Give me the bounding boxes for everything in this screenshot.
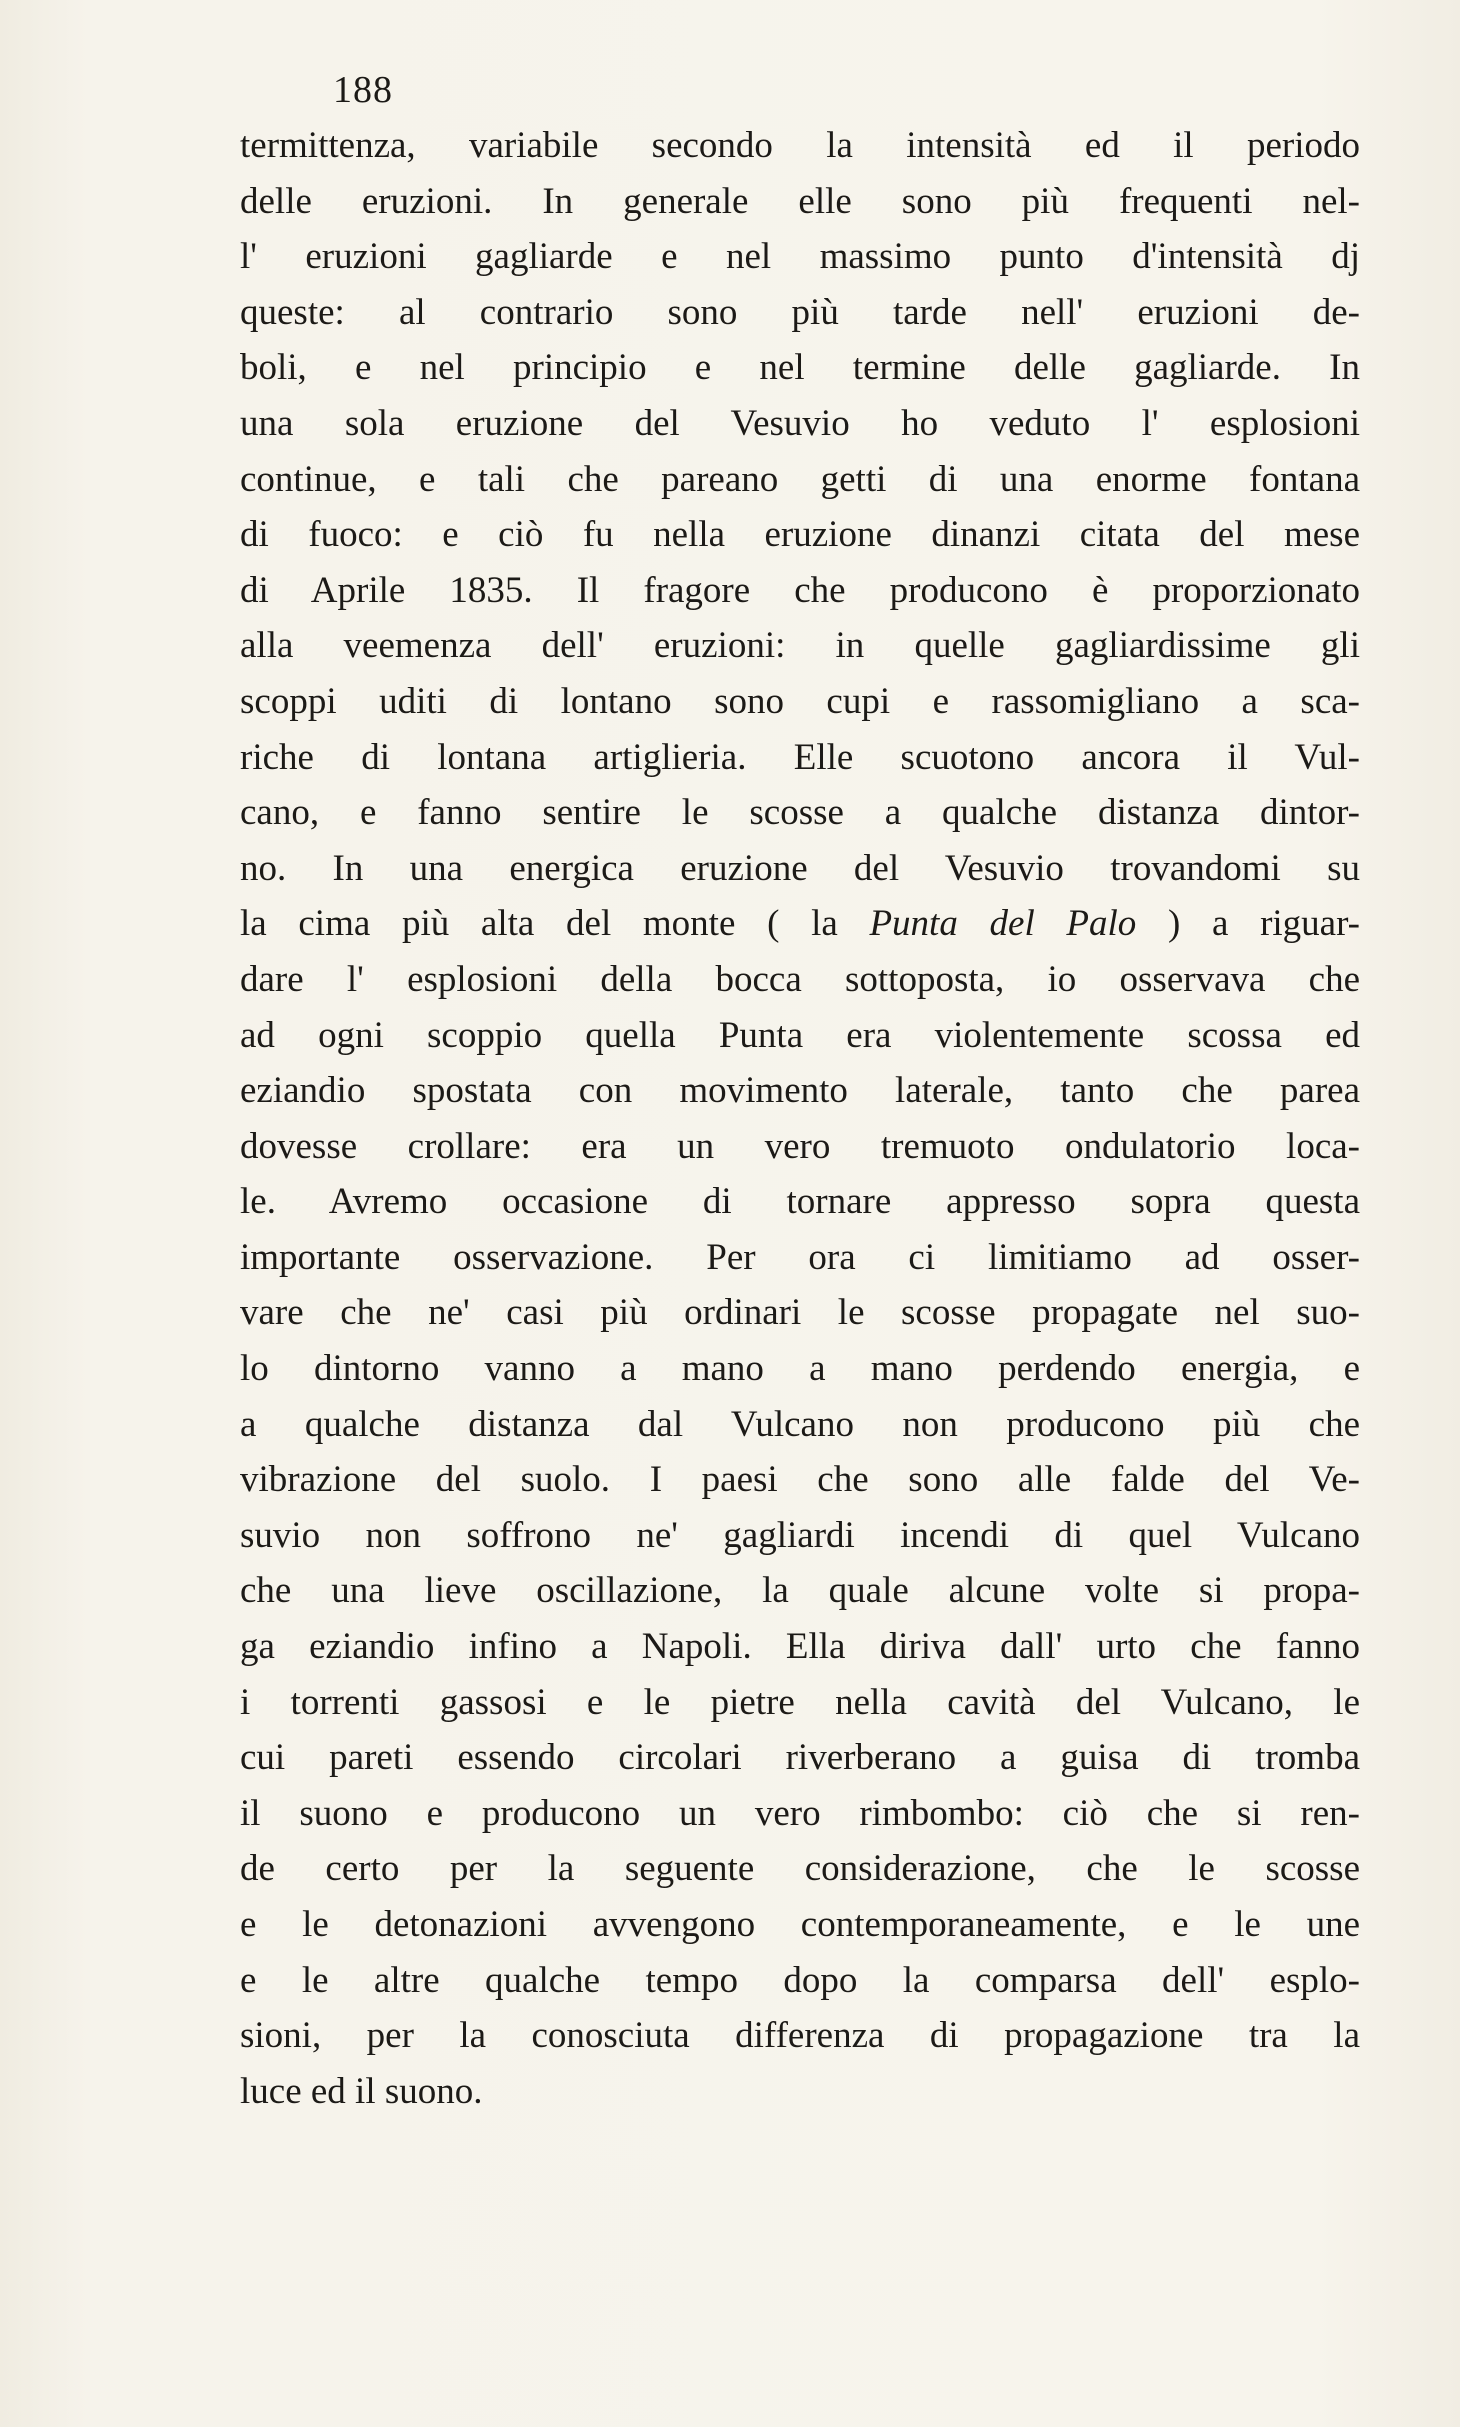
text-line: eziandio spostata con movimento laterale, tanto che parea bbox=[240, 1070, 1360, 1112]
text-line: e le altre qualche tempo dopo la comparsa dell' esplo- bbox=[240, 1959, 1360, 2001]
page-number: 188 bbox=[333, 69, 393, 111]
text-line: il suono e producono un vero rimbombo: ciò che si ren- bbox=[240, 1792, 1360, 1834]
text-line: a qualche distanza dal Vulcano non producono più che bbox=[240, 1403, 1360, 1445]
body-text bbox=[240, 118, 1360, 2119]
text-line: no. In una energica eruzione del Vesuvio trovandomi su bbox=[240, 847, 1360, 889]
text-line: scoppi uditi di lontano sono cupi e rassomigliano a sca- bbox=[240, 680, 1360, 722]
text-line: ad ogni scoppio quella Punta era violentemente scossa ed bbox=[240, 1014, 1360, 1056]
text-line: ga eziandio infino a Napoli. Ella diriva dall' urto che fanno bbox=[240, 1626, 1360, 1668]
text-line: luce ed il suono. bbox=[240, 2070, 483, 2112]
text-line: suvio non soffrono ne' gagliardi incendi di quel Vulcano bbox=[240, 1514, 1360, 1556]
text-line: dare l' esplosioni della bocca sottoposta, io osservava che bbox=[240, 958, 1360, 1000]
text-segment: ) a riguar- bbox=[1136, 903, 1360, 945]
text-line: delle eruzioni. In generale elle sono più frequenti nel- bbox=[240, 180, 1360, 222]
text-line: sioni, per la conosciuta differenza di propagazione tra la bbox=[240, 2015, 1360, 2057]
text-line: queste: al contrario sono più tarde nell' eruzioni de- bbox=[240, 291, 1360, 333]
text-line: de certo per la seguente considerazione, che le scosse bbox=[240, 1848, 1360, 1890]
text-line: di fuoco: e ciò fu nella eruzione dinanzi citata del mese bbox=[240, 514, 1360, 556]
text-line: boli, e nel principio e nel termine delle gagliarde. In bbox=[240, 347, 1360, 389]
text-line: che una lieve oscillazione, la quale alcune volte si propa- bbox=[240, 1570, 1360, 1612]
text-line: vare che ne' casi più ordinari le scosse propagate nel suo- bbox=[240, 1292, 1360, 1334]
text-line bbox=[240, 896, 1360, 952]
text-line: una sola eruzione del Vesuvio ho veduto l' esplosioni bbox=[240, 402, 1360, 444]
text-line: lo dintorno vanno a mano a mano perdendo energia, e bbox=[240, 1348, 1360, 1390]
text-line: e le detonazioni avvengono contemporaneamente, e le une bbox=[240, 1904, 1360, 1945]
text-line: l' eruzioni gagliarde e nel massimo punto d'intensità dj bbox=[240, 236, 1360, 278]
text-line: vibrazione del suolo. I paesi che sono alle falde del Ve- bbox=[240, 1459, 1360, 1501]
text-line: cano, e fanno sentire le scosse a qualche distanza dintor- bbox=[240, 792, 1360, 834]
text-line: dovesse crollare: era un vero tremuoto ondulatorio loca- bbox=[240, 1125, 1360, 1167]
text-line: termittenza, variabile secondo la intensità ed il periodo bbox=[240, 125, 1360, 166]
italic-place-name: Punta del Palo bbox=[869, 903, 1137, 945]
text-segment: la cima più alta del monte ( la bbox=[240, 903, 870, 945]
text-line: continue, e tali che pareano getti di una enorme fontana bbox=[240, 458, 1360, 500]
text-line: di Aprile 1835. Il fragore che producono è proporzionato bbox=[240, 569, 1360, 611]
text-line: le. Avremo occasione di tornare appresso sopra questa bbox=[240, 1181, 1360, 1223]
text-line: importante osservazione. Per ora ci limitiamo ad osser- bbox=[240, 1236, 1360, 1278]
text-line: riche di lontana artiglieria. Elle scuotono ancora il Vul- bbox=[240, 736, 1360, 778]
text-line: alla veemenza dell' eruzioni: in quelle gagliardissime gli bbox=[240, 625, 1360, 667]
text-line: i torrenti gassosi e le pietre nella cavità del Vulcano, le bbox=[240, 1681, 1360, 1723]
text-line: cui pareti essendo circolari riverberano a guisa di tromba bbox=[240, 1737, 1360, 1779]
